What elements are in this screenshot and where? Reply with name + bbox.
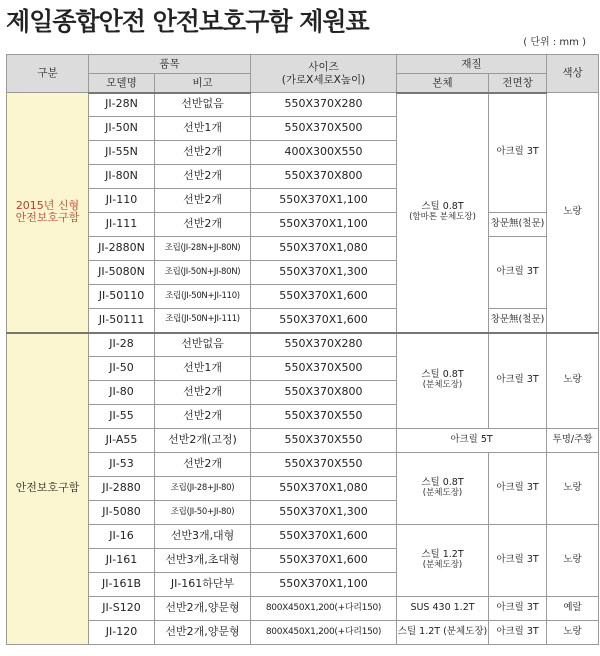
note-cell: 선반1개 (155, 117, 251, 141)
window-cell: 아크릴 3T (489, 333, 547, 429)
note-cell: 선반2개 (155, 453, 251, 477)
model-cell: JI-80N (89, 165, 155, 189)
size-cell: 550X370X1,080 (251, 237, 397, 261)
header-body: 본체 (397, 74, 489, 93)
material-line2: (분체도장) (422, 488, 463, 499)
material-cell (397, 525, 489, 597)
header-item: 품목 (89, 55, 251, 74)
model-cell: JI-2880 (89, 477, 155, 501)
material-line1: 스틸 0.8T (421, 477, 464, 489)
model-cell: JI-28N (89, 93, 155, 117)
size-cell: 550X370X500 (251, 357, 397, 381)
color-cell: 투명/주황 (547, 429, 599, 453)
material-line2: (함마톤 분체도장) (409, 212, 476, 223)
size-cell: 400X300X550 (251, 141, 397, 165)
group-new-line1: 2015년 신형 (15, 198, 80, 212)
header-material: 재질 (397, 55, 547, 74)
header-window: 전면창 (489, 74, 547, 93)
material-cell (397, 93, 489, 333)
size-cell: 800X450X1,200(+다리150) (251, 621, 397, 645)
table-row (7, 309, 599, 333)
size-cell: 550X370X800 (251, 381, 397, 405)
size-cell: 550X370X500 (251, 117, 397, 141)
model-cell: JI-161B (89, 573, 155, 597)
note-cell: 선반2개,양문형 (155, 621, 251, 645)
header-note: 비고 (155, 74, 251, 93)
unit-label: ( 단위 : mm ) (523, 37, 586, 48)
model-cell: JI-120 (89, 621, 155, 645)
header-size-sub: (가로X세로X높이) (281, 73, 366, 86)
size-cell: 550X370X800 (251, 165, 397, 189)
note-cell: 선반없음 (155, 93, 251, 117)
size-cell: 800X450X1,200(+다리150) (251, 597, 397, 621)
note-cell: 조립(JI-50N+JI-80N) (155, 261, 251, 285)
material-line1: 스틸 0.8T (421, 201, 464, 213)
model-cell: JI-16 (89, 525, 155, 549)
size-cell: 550X370X1,300 (251, 261, 397, 285)
note-cell: 선반2개 (155, 213, 251, 237)
size-cell: 550X370X550 (251, 405, 397, 429)
note-cell: 조립(JI-50N+JI-111) (155, 309, 251, 333)
note-cell: 선반2개 (155, 141, 251, 165)
material-cell: 아크릴 5T (397, 429, 547, 453)
size-cell: 550X370X1,600 (251, 285, 397, 309)
header-category: 구분 (7, 55, 89, 93)
window-cell: 아크릴 3T (489, 93, 547, 213)
note-cell: 선반3개,초대형 (155, 549, 251, 573)
group-std: 안전보호구함 (7, 333, 89, 645)
model-cell: JI-28 (89, 333, 155, 357)
color-cell: 예랄 (547, 597, 599, 621)
model-cell: JI-50N (89, 117, 155, 141)
color-cell: 노랑 (547, 525, 599, 597)
material-line2: (분체도장) (422, 380, 463, 391)
table-row (7, 237, 599, 261)
material-cell (397, 453, 489, 525)
size-cell: 550X370X1,100 (251, 213, 397, 237)
header-size-label: 사이즈 (308, 61, 339, 74)
table-row (7, 621, 599, 645)
size-cell: 550X370X1,100 (251, 573, 397, 597)
color-cell: 노랑 (547, 453, 599, 525)
table-row (7, 429, 599, 453)
window-cell: 아크릴 3T (489, 621, 547, 645)
note-cell: 선반3개,대형 (155, 525, 251, 549)
note-cell: 조립(JI-50+JI-80) (155, 501, 251, 525)
model-cell: JI-111 (89, 213, 155, 237)
model-cell: JI-5080 (89, 501, 155, 525)
model-cell: JI-S120 (89, 597, 155, 621)
size-cell: 550X370X1,300 (251, 501, 397, 525)
note-cell: 조립(JI-28+JI-80) (155, 477, 251, 501)
size-cell: 550X370X280 (251, 333, 397, 357)
window-cell: 아크릴 3T (489, 525, 547, 597)
window-cell: 창문無(철문) (489, 213, 547, 237)
note-cell: 선반2개 (155, 189, 251, 213)
model-cell: JI-53 (89, 453, 155, 477)
model-cell: JI-A55 (89, 429, 155, 453)
size-cell: 550X370X1,600 (251, 549, 397, 573)
model-cell: JI-55N (89, 141, 155, 165)
note-cell: 선반2개 (155, 405, 251, 429)
model-cell: JI-55 (89, 405, 155, 429)
material-line1: 스틸 0.8T (421, 369, 464, 381)
note-cell: 선반2개,양문형 (155, 597, 251, 621)
size-cell: 550X370X1,600 (251, 309, 397, 333)
page-title: 제일종합안전 안전보호구함 제원표 (6, 7, 369, 36)
color-cell: 노랑 (547, 93, 599, 333)
model-cell: JI-5080N (89, 261, 155, 285)
note-cell: 조립(JI-50N+JI-110) (155, 285, 251, 309)
note-cell: 선반2개(고정) (155, 429, 251, 453)
note-cell: 선반1개 (155, 357, 251, 381)
note-cell: 선반2개 (155, 381, 251, 405)
table-row (7, 93, 599, 117)
model-cell: JI-161 (89, 549, 155, 573)
model-cell: JI-2880N (89, 237, 155, 261)
model-cell: JI-50 (89, 357, 155, 381)
window-cell: 창문無(철문) (489, 309, 547, 333)
note-cell: 선반2개 (155, 165, 251, 189)
window-cell: 아크릴 3T (489, 453, 547, 525)
window-cell: 아크릴 3T (489, 237, 547, 309)
size-cell: 550X370X550 (251, 453, 397, 477)
table-row (7, 525, 599, 549)
model-cell: JI-50111 (89, 309, 155, 333)
size-cell: 550X370X1,080 (251, 477, 397, 501)
size-cell: 550X370X1,600 (251, 525, 397, 549)
model-cell: JI-80 (89, 381, 155, 405)
table-row (7, 453, 599, 477)
model-cell: JI-50110 (89, 285, 155, 309)
note-cell: JI-161하단부 (155, 573, 251, 597)
header-size (251, 55, 397, 93)
note-cell: 조립(JI-28N+JI-80N) (155, 237, 251, 261)
color-cell: 노랑 (547, 621, 599, 645)
group-new-line2: 안전보호구함 (15, 211, 80, 225)
size-cell: 550X370X1,100 (251, 189, 397, 213)
window-cell: 아크릴 3T (489, 597, 547, 621)
note-cell: 선반없음 (155, 333, 251, 357)
material-line1: 스틸 1.2T (421, 549, 464, 561)
table-row (7, 213, 599, 237)
size-cell: 550X370X550 (251, 429, 397, 453)
color-cell: 노랑 (547, 333, 599, 429)
table-row (7, 597, 599, 621)
size-cell: 550X370X280 (251, 93, 397, 117)
header-model: 모델명 (89, 74, 155, 93)
model-cell: JI-110 (89, 189, 155, 213)
spec-table (6, 54, 599, 645)
material-cell: 스틸 1.2T (분체도장) (397, 621, 489, 645)
material-line2: (분체도장) (422, 560, 463, 571)
header-color: 색상 (547, 55, 599, 93)
table-row (7, 333, 599, 357)
material-cell (397, 333, 489, 429)
group-new (7, 93, 89, 333)
material-cell: SUS 430 1.2T (397, 597, 489, 621)
